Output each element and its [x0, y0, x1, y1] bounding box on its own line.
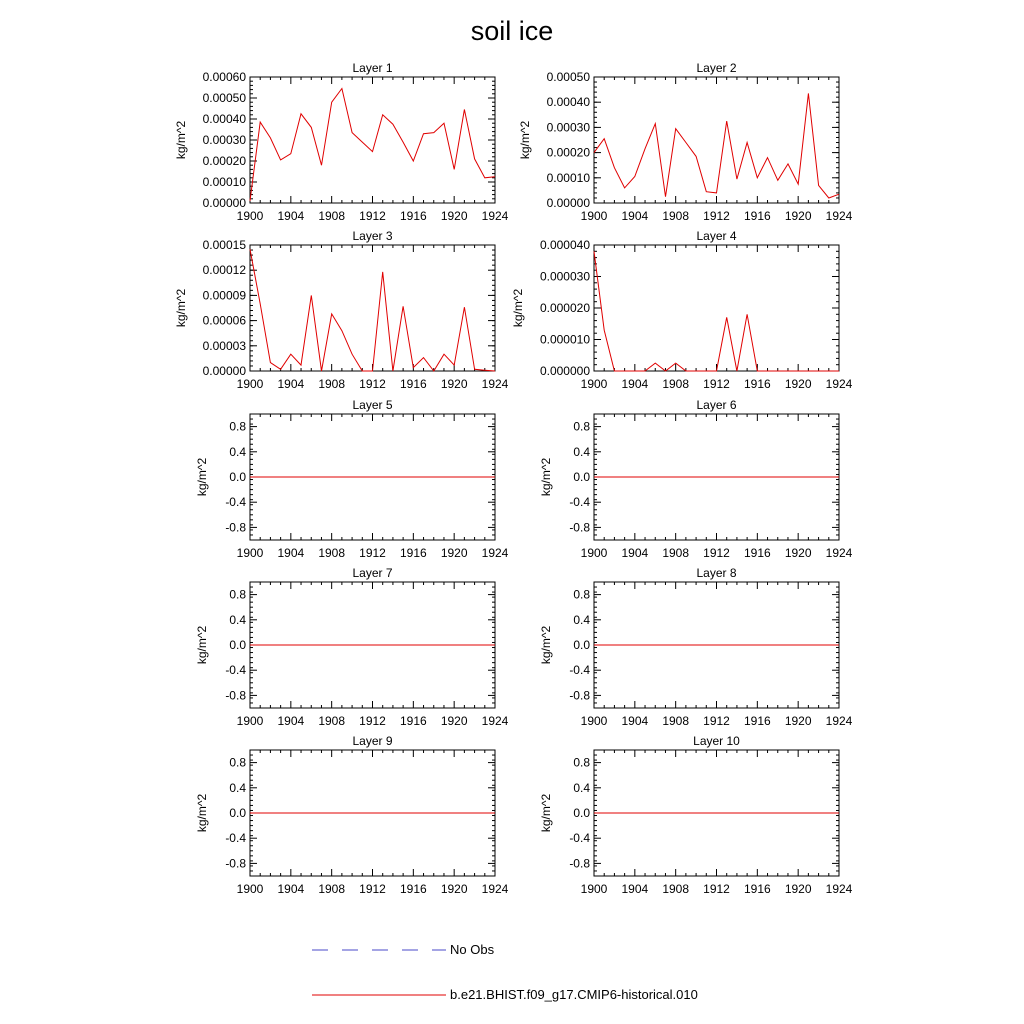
plot-frame [250, 245, 495, 371]
y-tick-label: 0.0 [229, 638, 246, 652]
x-tick-label: 1924 [481, 882, 509, 896]
y-tick-label: 0.4 [573, 780, 590, 795]
panel-title: Layer 10 [693, 734, 740, 748]
x-tick-label: 1924 [481, 209, 509, 223]
y-tick-label: -0.4 [569, 495, 590, 510]
x-tick-label: 1912 [703, 882, 730, 896]
panel-title: Layer 1 [352, 61, 393, 75]
x-tick-label: 1904 [621, 377, 649, 391]
panel-title: Layer 8 [696, 566, 737, 580]
plot-frame [594, 245, 839, 371]
x-tick-label: 1908 [662, 882, 690, 896]
plot-frame [250, 77, 495, 203]
panel-title: Layer 9 [352, 734, 393, 748]
y-axis-label: kg/m^2 [174, 120, 188, 160]
x-tick-label: 1916 [743, 377, 771, 391]
y-tick-label: -0.4 [225, 663, 246, 678]
panel-1 [174, 61, 509, 223]
y-tick-label: 0.00050 [202, 91, 246, 105]
panel-title: Layer 2 [696, 61, 737, 75]
series-line [250, 249, 495, 371]
x-tick-label: 1912 [359, 546, 386, 560]
legend-label-model: b.e21.BHIST.f09_g17.CMIP6-historical.010 [450, 987, 698, 1002]
x-tick-label: 1924 [825, 714, 853, 728]
y-tick-label: -0.4 [225, 831, 246, 846]
y-tick-label: 0.8 [573, 587, 590, 602]
y-tick-label: 0.00010 [202, 175, 246, 189]
y-axis-label: kg/m^2 [195, 625, 209, 665]
x-tick-label: 1908 [318, 209, 346, 223]
x-tick-label: 1908 [662, 209, 690, 223]
x-tick-label: 1924 [481, 377, 509, 391]
y-tick-label: 0.4 [229, 612, 246, 627]
x-tick-label: 1924 [825, 377, 853, 391]
x-tick-label: 1904 [277, 377, 305, 391]
y-tick-label: 0.00040 [546, 95, 590, 110]
y-tick-label: 0.00060 [202, 70, 246, 84]
x-tick-label: 1916 [399, 714, 427, 728]
legend-label-no-obs: No Obs [450, 942, 495, 957]
x-tick-label: 1912 [703, 546, 730, 560]
x-tick-label: 1904 [277, 882, 305, 896]
x-tick-label: 1904 [621, 546, 649, 560]
panel-7 [195, 566, 509, 728]
x-tick-label: 1904 [621, 714, 649, 728]
x-tick-label: 1920 [784, 377, 812, 391]
y-tick-label: -0.4 [569, 831, 590, 846]
y-axis-label: kg/m^2 [539, 625, 553, 665]
x-tick-label: 1912 [703, 377, 730, 391]
x-tick-label: 1916 [743, 546, 771, 560]
series-line [594, 251, 839, 371]
y-tick-label: -0.8 [569, 856, 590, 871]
y-tick-label: 0.00009 [202, 288, 246, 303]
x-tick-label: 1904 [277, 209, 305, 223]
series-line [250, 89, 495, 201]
panel-8 [539, 566, 853, 728]
x-tick-label: 1916 [399, 882, 427, 896]
y-tick-label: 0.000020 [539, 301, 590, 315]
y-tick-label: 0.00020 [202, 154, 246, 168]
y-tick-label: 0.00050 [546, 70, 590, 84]
x-tick-label: 1908 [318, 377, 346, 391]
x-tick-label: 1924 [481, 546, 509, 560]
x-tick-label: 1900 [580, 882, 608, 896]
x-tick-label: 1900 [580, 714, 608, 728]
y-axis-label: kg/m^2 [511, 288, 525, 328]
y-tick-label: 0.00030 [202, 133, 246, 147]
panel-title: Layer 4 [696, 229, 737, 243]
x-tick-label: 1920 [784, 714, 812, 728]
panel-2 [518, 61, 853, 223]
y-tick-label: 0.00000 [202, 196, 246, 210]
y-tick-label: 0.8 [229, 587, 246, 602]
y-tick-label: 0.000030 [539, 269, 590, 284]
x-tick-label: 1908 [318, 882, 346, 896]
x-tick-label: 1924 [825, 546, 853, 560]
x-tick-label: 1900 [236, 377, 264, 391]
y-tick-label: 0.4 [573, 612, 590, 627]
x-tick-label: 1924 [825, 882, 853, 896]
x-tick-label: 1908 [662, 714, 690, 728]
x-tick-label: 1916 [743, 209, 771, 223]
y-axis-label: kg/m^2 [539, 457, 553, 497]
x-tick-label: 1920 [784, 546, 812, 560]
x-tick-label: 1900 [236, 546, 264, 560]
y-tick-label: 0.00003 [202, 338, 246, 353]
y-tick-label: 0.0 [229, 806, 246, 820]
panel-9 [195, 734, 509, 896]
panel-10 [539, 734, 853, 896]
x-tick-label: 1900 [580, 209, 608, 223]
y-tick-label: 0.8 [573, 755, 590, 770]
y-tick-label: 0.00006 [202, 313, 246, 328]
y-tick-label: 0.00010 [546, 170, 590, 185]
y-tick-label: 0.000010 [539, 332, 590, 347]
y-tick-label: 0.8 [229, 419, 246, 434]
y-tick-label: 0.00000 [202, 364, 246, 378]
x-tick-label: 1916 [743, 714, 771, 728]
y-tick-label: 0.0 [573, 638, 590, 652]
panel-title: Layer 5 [352, 398, 393, 412]
x-tick-label: 1912 [703, 209, 730, 223]
page-title: soil ice [470, 16, 554, 46]
y-tick-label: -0.8 [569, 520, 590, 535]
y-tick-label: 0.0 [573, 470, 590, 484]
panel-title: Layer 7 [352, 566, 393, 580]
x-tick-label: 1912 [359, 377, 386, 391]
y-tick-label: 0.00040 [202, 112, 246, 126]
y-tick-label: 0.8 [229, 755, 246, 770]
x-tick-label: 1924 [825, 209, 853, 223]
y-tick-label: -0.8 [225, 520, 246, 535]
y-tick-label: -0.8 [225, 856, 246, 871]
x-tick-label: 1904 [277, 546, 305, 560]
x-tick-label: 1912 [359, 714, 386, 728]
y-tick-label: 0.000040 [539, 238, 590, 252]
y-tick-label: -0.8 [225, 688, 246, 703]
y-tick-label: 0.00020 [546, 145, 590, 160]
x-tick-label: 1920 [440, 209, 468, 223]
x-tick-label: 1920 [784, 209, 812, 223]
x-tick-label: 1908 [662, 546, 690, 560]
x-tick-label: 1920 [784, 882, 812, 896]
y-tick-label: -0.8 [569, 688, 590, 703]
y-tick-label: 0.00012 [202, 263, 246, 278]
panel-5 [195, 398, 509, 560]
x-tick-label: 1924 [481, 714, 509, 728]
x-tick-label: 1916 [399, 377, 427, 391]
x-tick-label: 1916 [399, 209, 427, 223]
x-tick-label: 1908 [318, 714, 346, 728]
panel-title: Layer 6 [696, 398, 737, 412]
panel-6 [539, 398, 853, 560]
x-tick-label: 1900 [236, 882, 264, 896]
x-tick-label: 1900 [580, 546, 608, 560]
x-tick-label: 1912 [359, 209, 386, 223]
panel-3 [174, 229, 509, 391]
plot-frame [594, 77, 839, 203]
y-tick-label: 0.00030 [546, 120, 590, 135]
y-tick-label: 0.00000 [546, 196, 590, 210]
y-tick-label: 0.0 [229, 470, 246, 484]
y-axis-label: kg/m^2 [174, 288, 188, 328]
series-line [594, 93, 839, 198]
y-axis-label: kg/m^2 [518, 120, 532, 160]
y-axis-label: kg/m^2 [195, 457, 209, 497]
y-tick-label: 0.000000 [539, 364, 590, 378]
y-tick-label: 0.4 [573, 444, 590, 459]
x-tick-label: 1920 [440, 546, 468, 560]
x-tick-label: 1900 [236, 714, 264, 728]
y-tick-label: 0.4 [229, 444, 246, 459]
x-tick-label: 1904 [277, 714, 305, 728]
x-tick-label: 1920 [440, 377, 468, 391]
x-tick-label: 1920 [440, 714, 468, 728]
x-tick-label: 1912 [359, 882, 386, 896]
x-tick-label: 1908 [662, 377, 690, 391]
x-tick-label: 1908 [318, 546, 346, 560]
y-tick-label: 0.0 [573, 806, 590, 820]
x-tick-label: 1900 [580, 377, 608, 391]
y-axis-label: kg/m^2 [539, 793, 553, 833]
y-tick-label: -0.4 [569, 663, 590, 678]
x-tick-label: 1916 [743, 882, 771, 896]
y-tick-label: 0.8 [573, 419, 590, 434]
x-tick-label: 1904 [621, 882, 649, 896]
x-tick-label: 1904 [621, 209, 649, 223]
y-axis-label: kg/m^2 [195, 793, 209, 833]
panel-title: Layer 3 [352, 229, 393, 243]
x-tick-label: 1900 [236, 209, 264, 223]
y-tick-label: 0.00015 [202, 238, 246, 252]
x-tick-label: 1920 [440, 882, 468, 896]
y-tick-label: -0.4 [225, 495, 246, 510]
y-tick-label: 0.4 [229, 780, 246, 795]
panel-4 [511, 229, 853, 391]
x-tick-label: 1912 [703, 714, 730, 728]
x-tick-label: 1916 [399, 546, 427, 560]
